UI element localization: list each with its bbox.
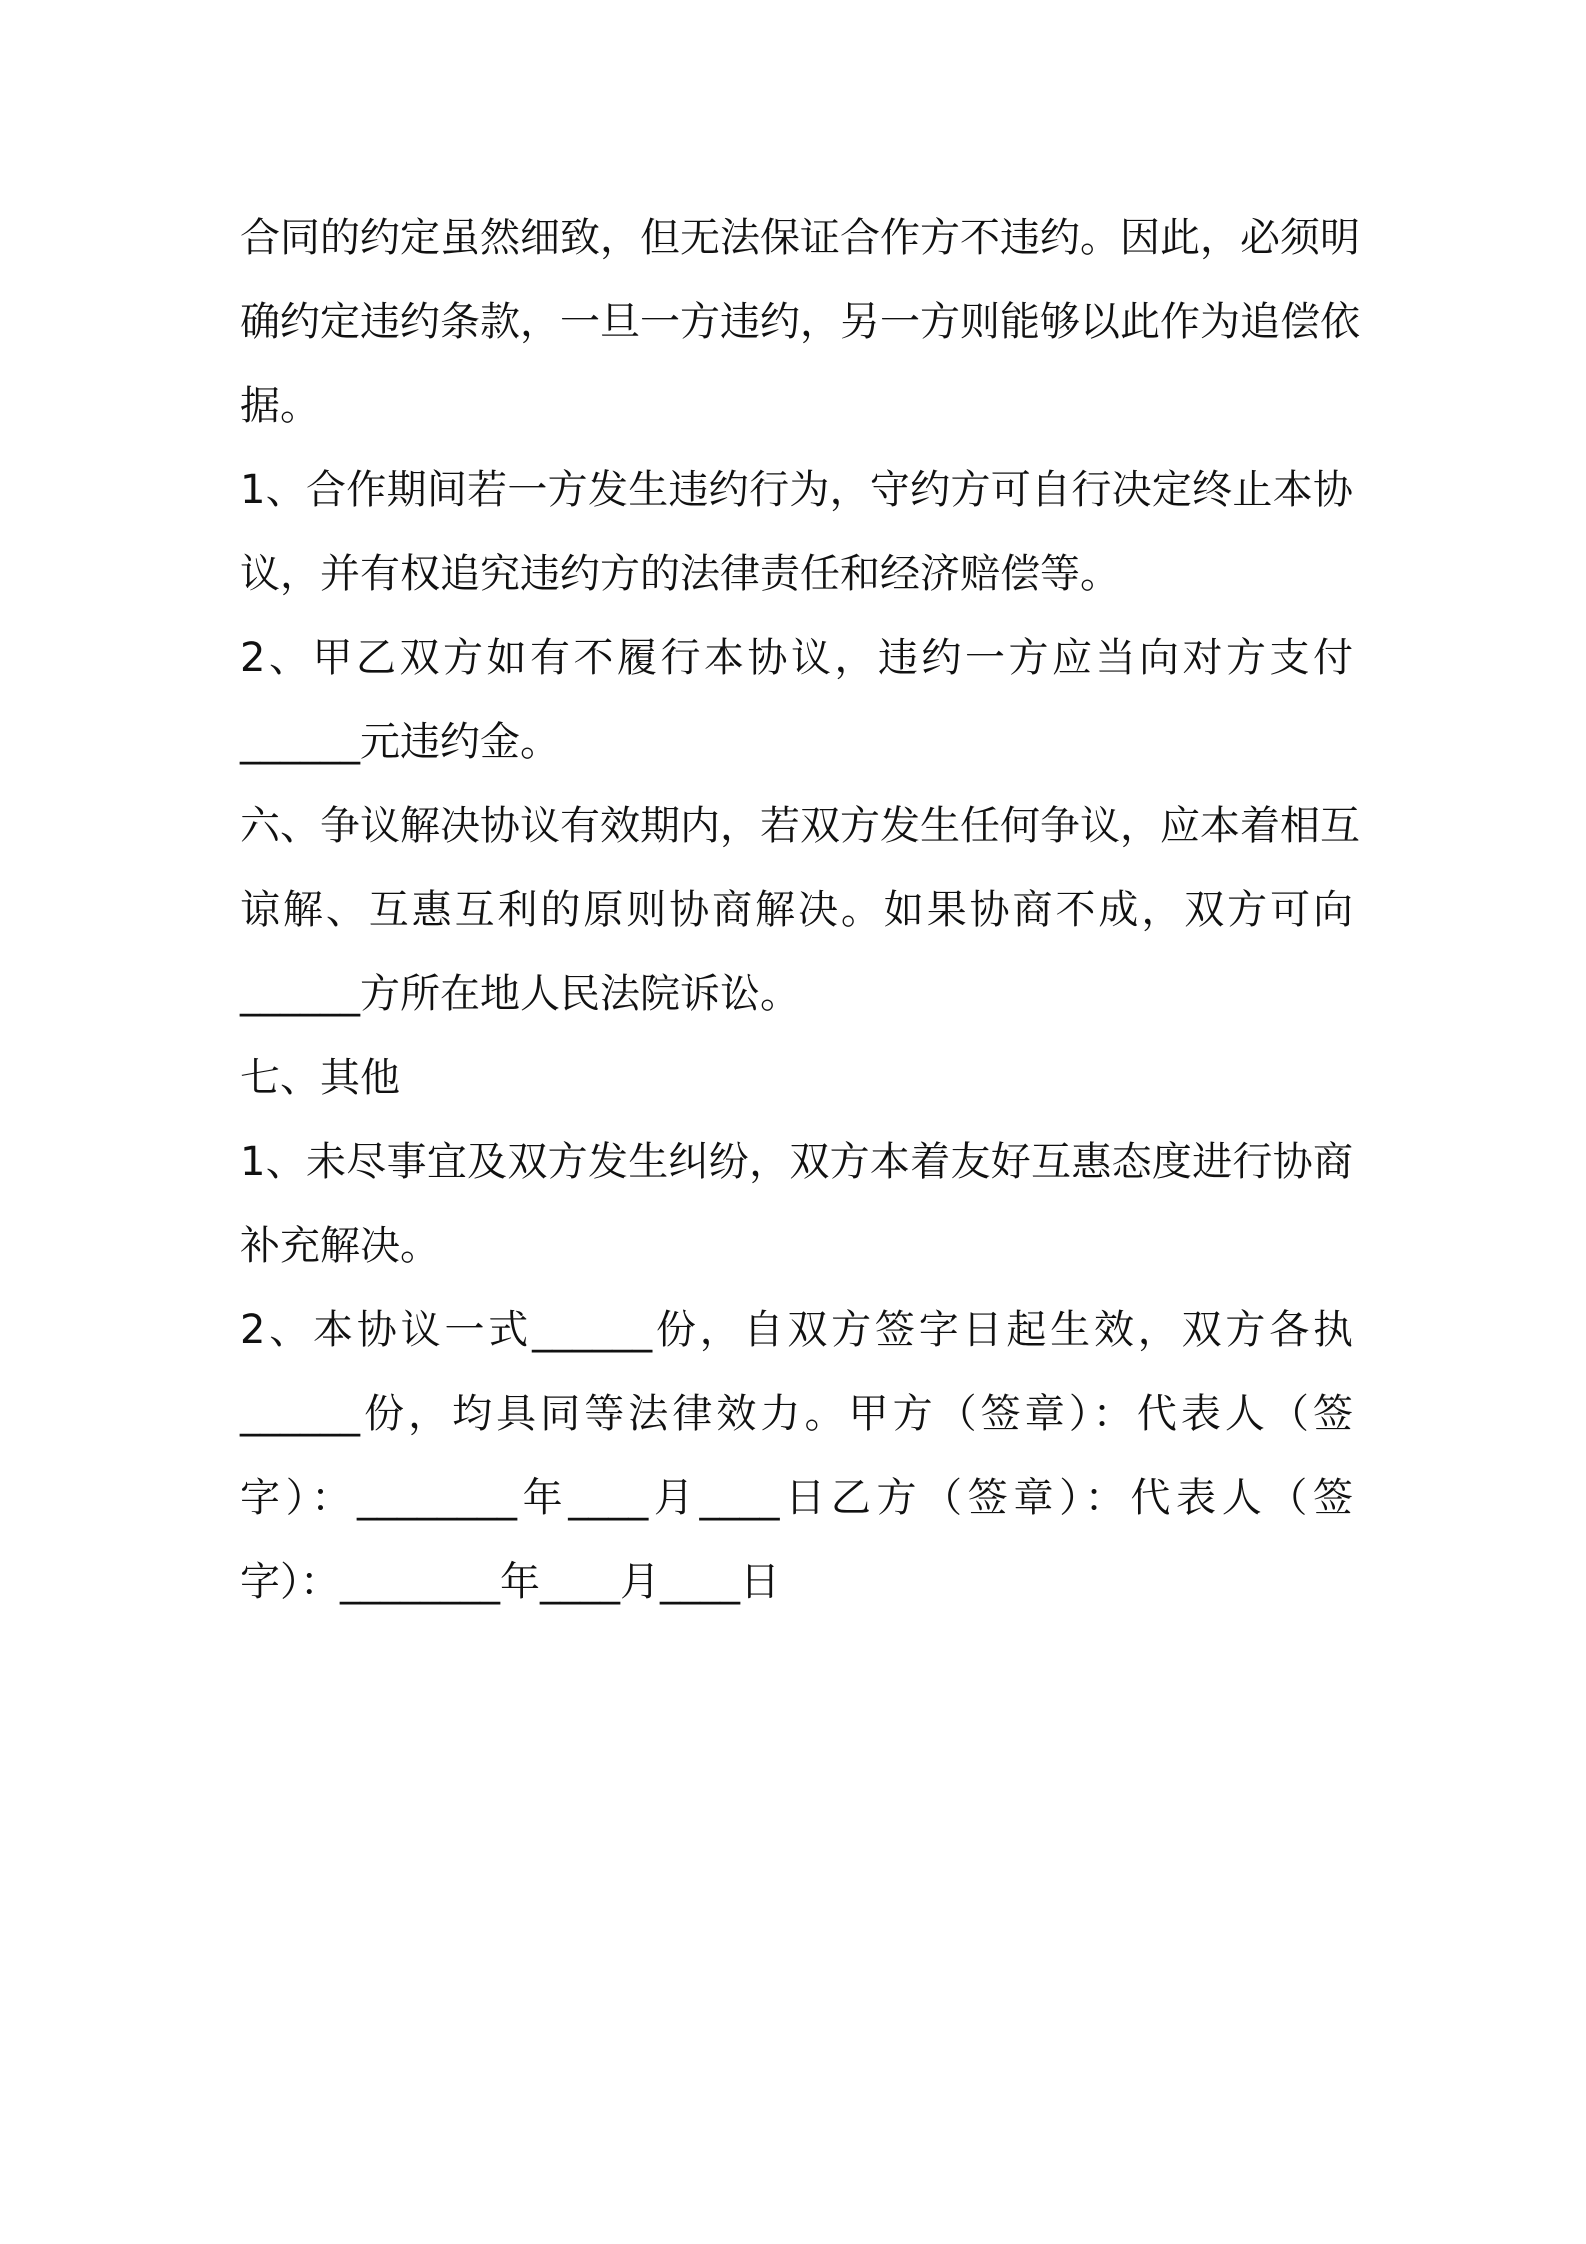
text-line: 六、争议解决协议有效期内，若双方发生任何争议，应本着相互	[240, 803, 1360, 849]
paragraph	[240, 616, 1353, 784]
text-line: ______份，均具同等法律效力。甲方（签章）：代表人（签	[240, 1391, 1353, 1437]
text-line: 合同的约定虽然细致，但无法保证合作方不违约。因此，必须明	[240, 215, 1360, 261]
text-line: 1、合作期间若一方发生违约行为，守约方可自行决定终止本协	[240, 467, 1353, 513]
paragraph	[240, 448, 1353, 616]
paragraph	[240, 1036, 1353, 1120]
text-line: 谅解、互惠互利的原则协商解决。如果协商不成，双方可向	[240, 887, 1353, 933]
text-line: ______方所在地人民法院诉讼。	[240, 971, 800, 1017]
text-line: 字）：________年____月____日乙方（签章）：代表人（签	[240, 1475, 1353, 1521]
document-body	[240, 196, 1360, 1624]
paragraph	[240, 784, 1360, 1036]
text-line: 七、其他	[240, 1055, 400, 1101]
text-line: 1、未尽事宜及双方发生纠纷，双方本着友好互惠态度进行协商	[240, 1139, 1353, 1185]
paragraph	[240, 1120, 1353, 1288]
text-line: 议，并有权追究违约方的法律责任和经济赔偿等。	[240, 551, 1120, 597]
text-line: 字）：________年____月____日	[240, 1559, 780, 1605]
text-line: ______元违约金。	[240, 719, 560, 765]
text-line: 2、甲乙双方如有不履行本协议，违约一方应当向对方支付	[240, 635, 1353, 681]
text-line: 2、本协议一式______份，自双方签字日起生效，双方各执	[240, 1307, 1353, 1353]
text-line: 据。	[240, 383, 320, 429]
text-line: 确约定违约条款，一旦一方违约，另一方则能够以此作为追偿依	[240, 299, 1360, 345]
text-line: 补充解决。	[240, 1223, 440, 1269]
paragraph	[240, 1288, 1353, 1624]
paragraph	[240, 196, 1360, 448]
